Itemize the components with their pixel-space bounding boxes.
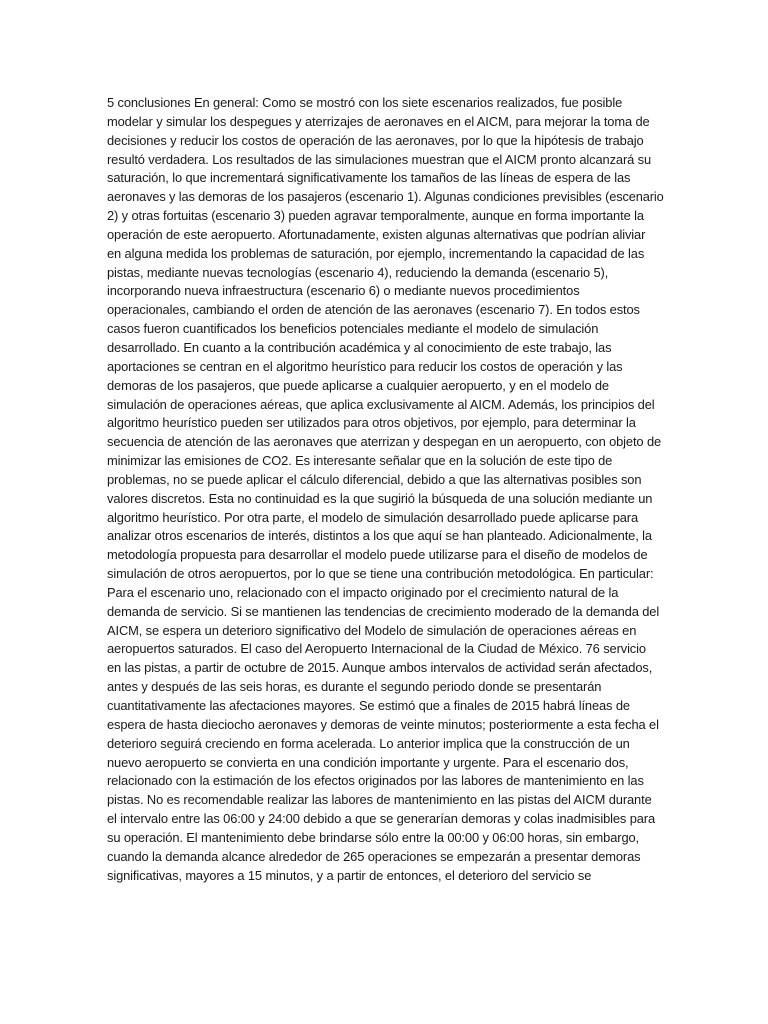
text-line: problemas, no se puede aplicar el cálculo diferencial, debido a que las alternativas posibles son — [107, 471, 642, 487]
text-line: espera de hasta dieciocho aeronaves y demoras de veinte minutos; posteriormente a esta fecha el — [107, 716, 659, 732]
text-line: metodología propuesta para desarrollar el modelo puede utilizarse para el diseño de modelos de — [107, 547, 648, 563]
text-line: secuencia de atención de las aeronaves que aterrizan y despegan en un aeropuerto, con objeto de — [107, 434, 662, 450]
text-line: demanda de servicio. Si se mantienen las tendencias de crecimiento moderado de la demanda del — [107, 603, 660, 619]
text-line: cuantitativamente las afectaciones mayores. Se estimó que a finales de 2015 habrá líneas de — [107, 698, 630, 713]
text-line: minimizar las emisiones de CO2. Es interesante señalar que en la solución de este tipo de — [107, 453, 613, 469]
text-line: pistas. No es recomendable realizar las labores de mantenimiento en las pistas del AICM durante — [107, 792, 652, 808]
text-line: casos fueron cuantificados los beneficios potenciales mediante el modelo de simulación — [107, 321, 599, 337]
conclusions-text-block — [107, 94, 664, 885]
text-line: simulación de operaciones aéreas, que aplica exclusivamente al AICM. Además, los principios del — [107, 396, 655, 412]
text-line: valores discretos. Esta no continuidad es la que sugirió la búsqueda de una solución mediante un — [107, 490, 653, 506]
text-line: aportaciones se centran en el algoritmo heurístico para reducir los costos de operación y las — [107, 358, 623, 374]
text-line: el intervalo entre las 06:00 y 24:00 debido a que se generarían demoras y colas inadmisibles para — [107, 811, 656, 827]
text-line: incorporando nueva infraestructura (escenario 6) o mediante nuevos procedimientos — [107, 283, 580, 299]
text-line: analizar otros escenarios de interés, distintos a los que aquí se han planteado. Adicionalmente, la — [107, 528, 652, 544]
text-line: simulación de otros aeropuertos, por lo que se tiene una contribución metodológica. En particular: — [107, 566, 654, 582]
text-line: nuevo aeropuerto se convierta en una condición importante y urgente. Para el escenario dos, — [107, 754, 629, 770]
text-line: cuando la demanda alcance alrededor de 265 operaciones se empezarán a presentar demoras — [107, 848, 641, 864]
text-line: AICM, se espera un deterioro significativo del Modelo de simulación de operaciones aéreas en — [107, 622, 637, 638]
text-line: su operación. El mantenimiento debe brindarse sólo entre la 00:00 y 06:00 horas, sin embargo, — [107, 829, 640, 845]
text-line: 2) y otras fortuitas (escenario 3) pueden agravar temporalmente, aunque en forma importante la — [107, 208, 644, 224]
text-line: antes y después de las seis horas, es durante el segundo periodo donde se presentarán — [107, 679, 602, 695]
text-line: 5 conclusiones En general: Como se mostró con los siete escenarios realizados, fue posible — [107, 95, 623, 110]
text-line: operación de este aeropuerto. Afortunadamente, existen algunas alternativas que podrían aliviar — [107, 226, 646, 242]
text-line: aeropuertos saturados. El caso del Aeropuerto Internacional de la Ciudad de México. 76 servicio — [107, 641, 646, 657]
text-line: modelar y simular los despegues y aterrizajes de aeronaves en el AICM, para mejorar la toma de — [107, 113, 650, 129]
text-line: desarrollado. En cuanto a la contribución académica y al conocimiento de este trabajo, las — [107, 339, 612, 355]
text-line: en alguna medida los problemas de saturación, por ejemplo, incrementando la capacidad de las — [107, 245, 645, 261]
text-line: algoritmo heurístico. Por otra parte, el modelo de simulación desarrollado puede aplicarse para — [107, 509, 639, 525]
text-line: Para el escenario uno, relacionado con el impacto originado por el crecimiento natural de la — [107, 584, 619, 600]
text-line: en las pistas, a partir de octubre de 2015. Aunque ambos intervalos de actividad serán afectados, — [107, 660, 653, 676]
text-line: decisiones y reducir los costos de operación de las aeronaves, por lo que la hipótesis de trabajo — [107, 132, 644, 148]
text-line: demoras de los pasajeros, que puede aplicarse a cualquier aeropuerto, y en el modelo de — [107, 377, 609, 393]
text-line: saturación, lo que incrementará significativamente los tamaños de las líneas de espera de las — [107, 170, 631, 186]
text-line: algoritmo heurístico pueden ser utilizados para otros objetivos, por ejemplo, para determinar la — [107, 415, 636, 431]
text-line: deterioro seguirá creciendo en forma acelerada. Lo anterior implica que la construcción de un — [107, 735, 630, 751]
text-line: relacionado con la estimación de los efectos originados por las labores de mantenimiento en las — [107, 773, 644, 789]
text-line: aeronaves y las demoras de los pasajeros (escenario 1). Algunas condiciones previsibles (escenario — [107, 189, 664, 205]
text-line: significativas, mayores a 15 minutos, y a partir de entonces, el deterioro del servicio se — [107, 867, 592, 883]
text-line: resultó verdadera. Los resultados de las simulaciones muestran que el AICM pronto alcanzará su — [107, 151, 652, 167]
text-line: pistas, mediante nuevas tecnologías (escenario 4), reduciendo la demanda (escenario 5), — [107, 264, 609, 280]
text-line: operacionales, cambiando el orden de atención de las aeronaves (escenario 7). En todos estos — [107, 302, 640, 318]
